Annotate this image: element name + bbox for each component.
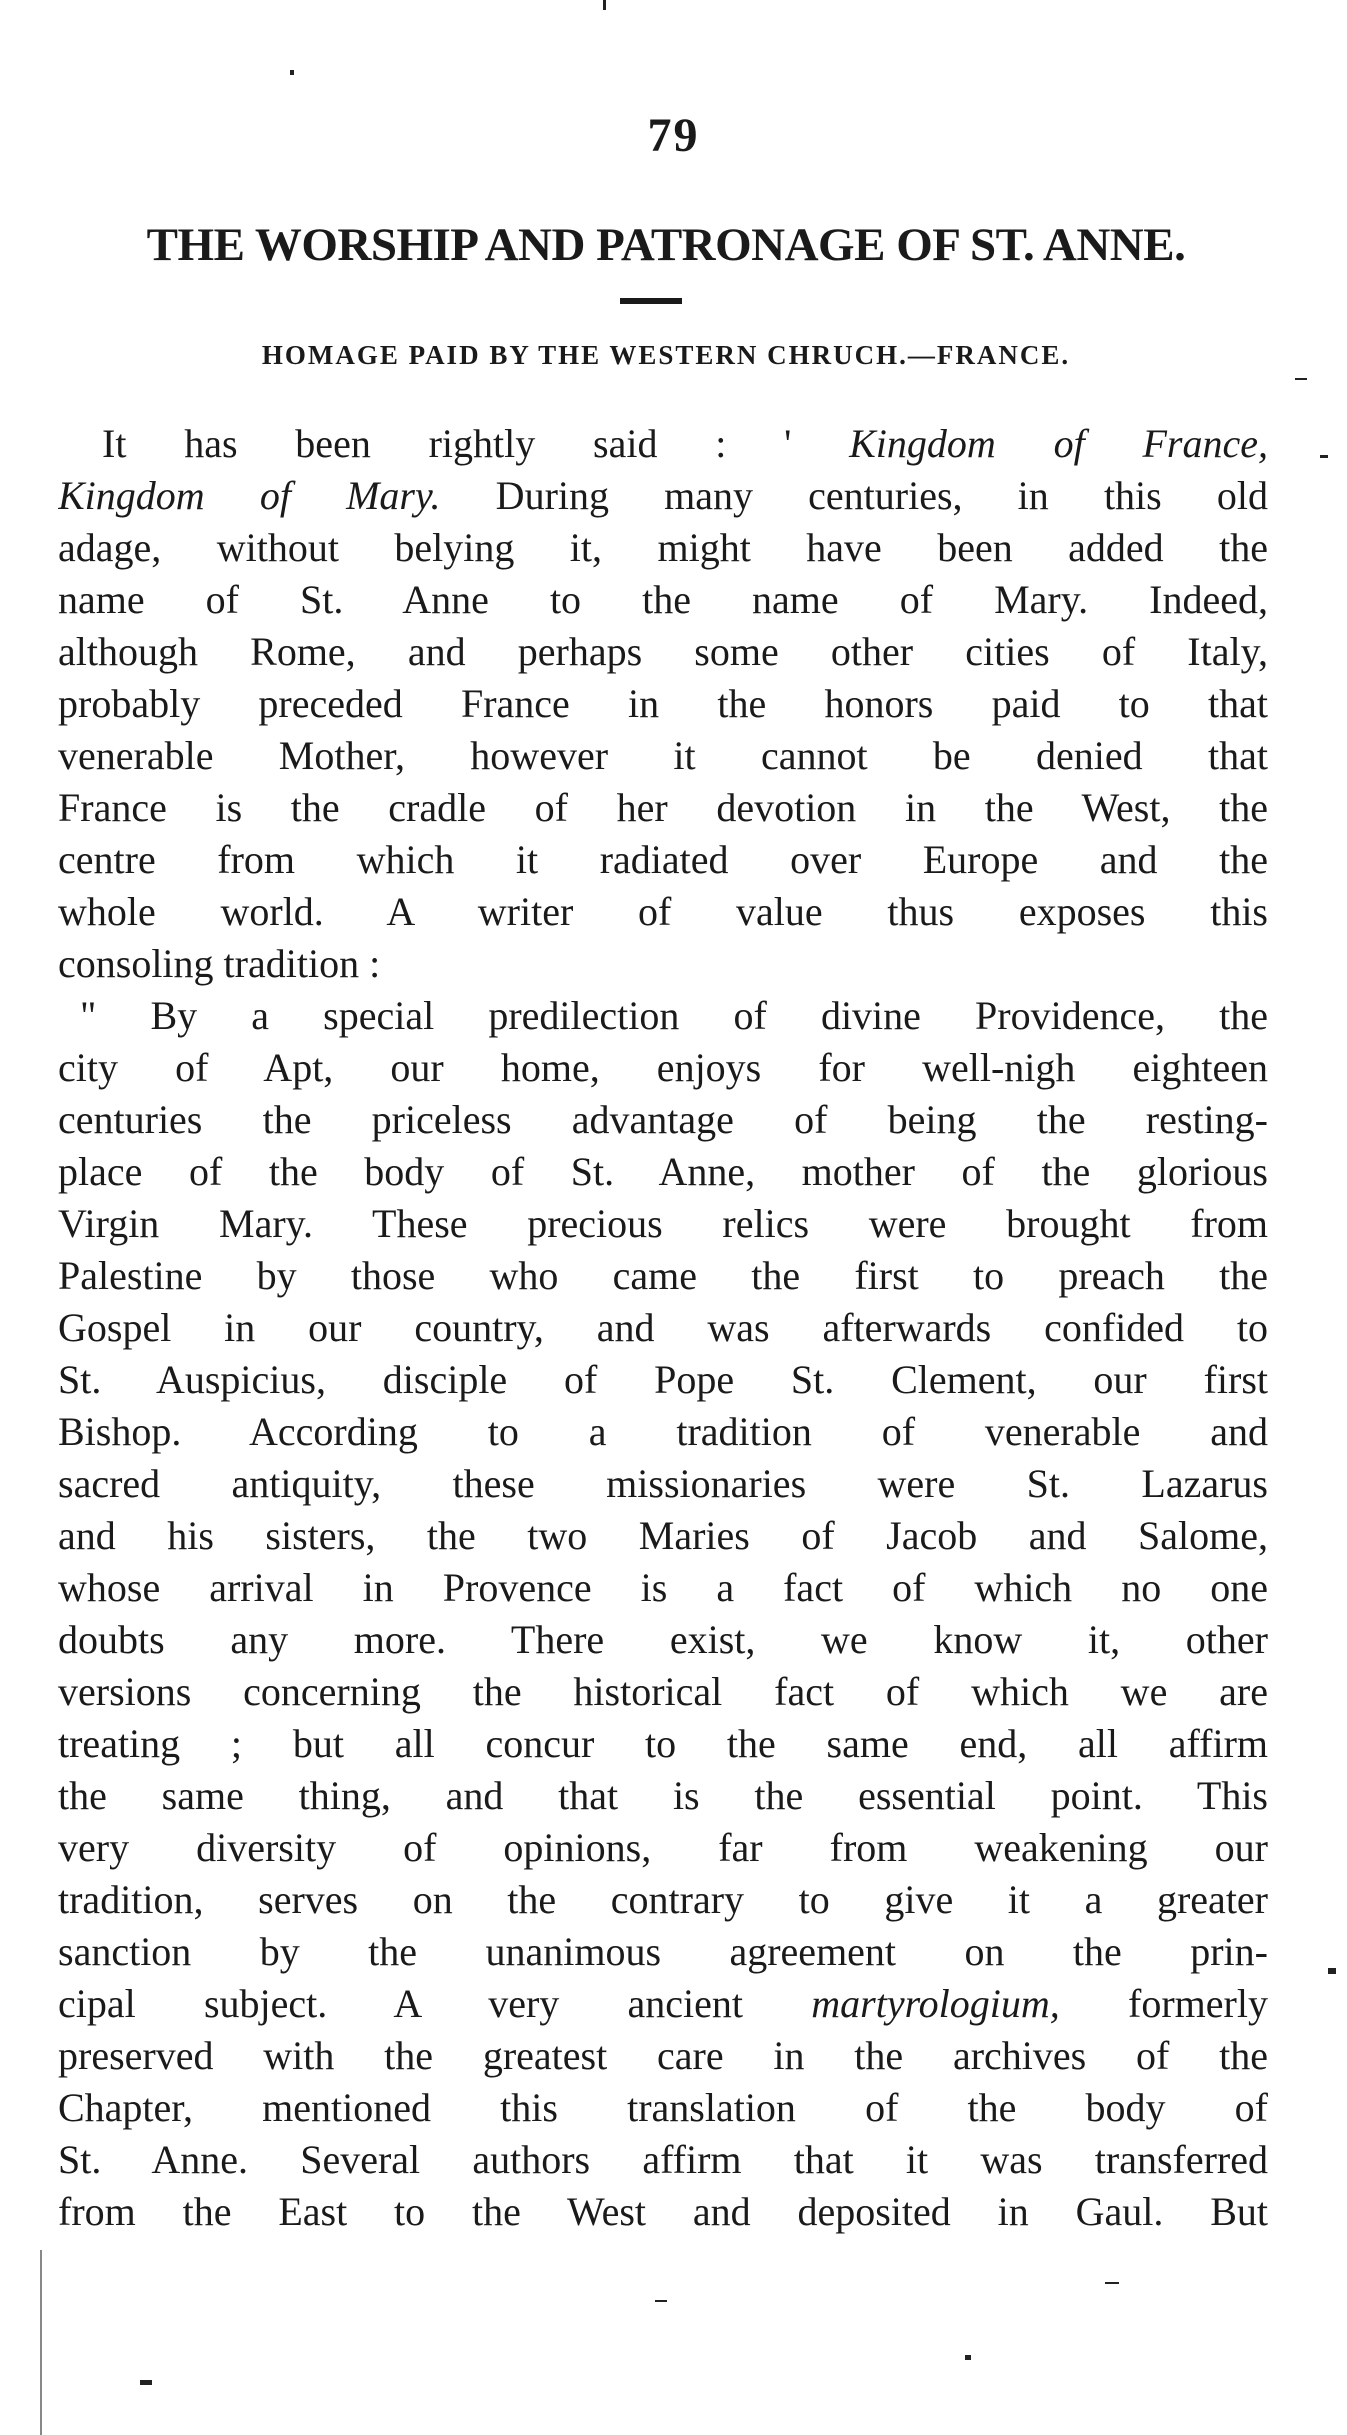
text-line xyxy=(58,1042,1268,1094)
text-line xyxy=(58,1926,1268,1978)
scan-speck xyxy=(603,0,606,10)
text-line xyxy=(58,1510,1268,1562)
text-run: very diversity of opinions, far from weakening our xyxy=(58,1825,1268,1870)
scan-speck xyxy=(290,70,294,75)
text-run: It has been rightly said : ' xyxy=(102,421,850,466)
text-run: Palestine by those who came the first to preach the xyxy=(58,1253,1268,1298)
text-line xyxy=(58,1770,1268,1822)
text-line xyxy=(58,678,1268,730)
italic-text: Kingdom of Mary. xyxy=(58,473,441,518)
text-line xyxy=(58,626,1268,678)
text-run: venerable Mother, however it cannot be denied that xyxy=(58,733,1268,778)
text-run: place of the body of St. Anne, mother of the glorious xyxy=(58,1149,1268,1194)
text-run: sacred antiquity, these missionaries were St. Lazarus xyxy=(58,1461,1268,1506)
scan-speck xyxy=(1328,1968,1336,1974)
text-line xyxy=(58,1666,1268,1718)
text-line xyxy=(58,1406,1268,1458)
text-run: from the East to the West and deposited in Gaul. But xyxy=(58,2189,1268,2234)
text-run: Bishop. According to a tradition of venerable and xyxy=(58,1409,1268,1454)
text-line xyxy=(58,574,1268,626)
text-run: adage, without belying it, might have been added the xyxy=(58,525,1268,570)
text-line xyxy=(58,522,1268,574)
text-line xyxy=(58,1562,1268,1614)
text-run: cipal subject. A very ancient xyxy=(58,1981,812,2026)
text-run: St. Anne. Several authors affirm that it was transferred xyxy=(58,2137,1268,2182)
scan-speck xyxy=(655,2300,667,2302)
text-line xyxy=(58,1302,1268,1354)
italic-text: Kingdom of France, xyxy=(849,421,1268,466)
text-run: probably preceded France in the honors paid to that xyxy=(58,681,1268,726)
text-run: During many centuries, in this old xyxy=(440,473,1268,518)
text-line xyxy=(58,1978,1268,2030)
italic-text: martyrologium, xyxy=(811,1981,1060,2026)
text-line xyxy=(58,1250,1268,1302)
text-run: Virgin Mary. These precious relics were brought from xyxy=(58,1201,1268,1246)
text-line xyxy=(58,1718,1268,1770)
body-text xyxy=(58,418,1268,2238)
text-run: France is the cradle of her devotion in the West, the xyxy=(58,785,1268,830)
text-line xyxy=(58,990,1268,1042)
text-run: name of St. Anne to the name of Mary. Indeed, xyxy=(58,577,1268,622)
section-subheading: HOMAGE PAID BY THE WESTERN CHRUCH.—FRANCE. xyxy=(261,340,1071,370)
scan-speck xyxy=(1320,455,1328,458)
text-line xyxy=(58,730,1268,782)
text-run: treating ; but all concur to the same end, all affirm xyxy=(58,1721,1268,1766)
scan-speck xyxy=(965,2355,971,2360)
text-run: city of Apt, our home, enjoys for well-nigh eighteen xyxy=(58,1045,1268,1090)
text-run: centuries the priceless advantage of being the resting- xyxy=(58,1097,1268,1142)
text-run: Gospel in our country, and was afterwards confided to xyxy=(58,1305,1268,1350)
text-line xyxy=(58,886,1268,938)
text-line xyxy=(58,1458,1268,1510)
text-line xyxy=(58,834,1268,886)
text-run: the same thing, and that is the essential point. This xyxy=(58,1773,1268,1818)
margin-line xyxy=(40,2250,42,2435)
text-run: sanction by the unanimous agreement on the prin- xyxy=(58,1929,1268,1974)
text-run: doubts any more. There exist, we know it, other xyxy=(58,1617,1268,1662)
scan-speck xyxy=(140,2380,152,2385)
text-line xyxy=(58,1354,1268,1406)
text-line xyxy=(58,2030,1268,2082)
text-run: preserved with the greatest care in the archives of the xyxy=(58,2033,1268,2078)
text-run: and his sisters, the two Maries of Jacob and Salome, xyxy=(58,1513,1268,1558)
text-run: formerly xyxy=(1059,1981,1268,2026)
text-line xyxy=(58,1198,1268,1250)
text-line xyxy=(58,2082,1268,2134)
text-run: whole world. A writer of value thus exposes this xyxy=(58,889,1268,934)
scan-speck xyxy=(1105,2282,1119,2284)
text-run: centre from which it radiated over Europe and the xyxy=(58,837,1268,882)
text-run: Chapter, mentioned this translation of the body of xyxy=(58,2085,1268,2130)
text-run: " By a special predilection of divine Providence, the xyxy=(80,993,1268,1038)
text-line xyxy=(58,1874,1268,1926)
text-line xyxy=(58,418,1268,470)
text-run: tradition, serves on the contrary to give it a greater xyxy=(58,1877,1268,1922)
text-run: although Rome, and perhaps some other cities of Italy, xyxy=(58,629,1268,674)
text-line xyxy=(58,1822,1268,1874)
scan-speck xyxy=(1295,378,1307,380)
text-run: versions concerning the historical fact of which we are xyxy=(58,1669,1268,1714)
text-run: St. Auspicius, disciple of Pope St. Clement, our first xyxy=(58,1357,1268,1402)
page-title: THE WORSHIP AND PATRONAGE OF ST. ANNE. xyxy=(146,219,1186,271)
page-number: 79 xyxy=(647,109,700,162)
text-line xyxy=(58,470,1268,522)
text-line xyxy=(58,1094,1268,1146)
text-line xyxy=(58,1614,1268,1666)
text-run: whose arrival in Provence is a fact of which no one xyxy=(58,1565,1268,1610)
text-line xyxy=(58,2134,1268,2186)
title-rule xyxy=(620,298,682,304)
text-run: consoling tradition : xyxy=(58,941,381,986)
text-line xyxy=(58,938,1268,990)
text-line xyxy=(58,782,1268,834)
text-line xyxy=(58,1146,1268,1198)
text-line xyxy=(58,2186,1268,2238)
